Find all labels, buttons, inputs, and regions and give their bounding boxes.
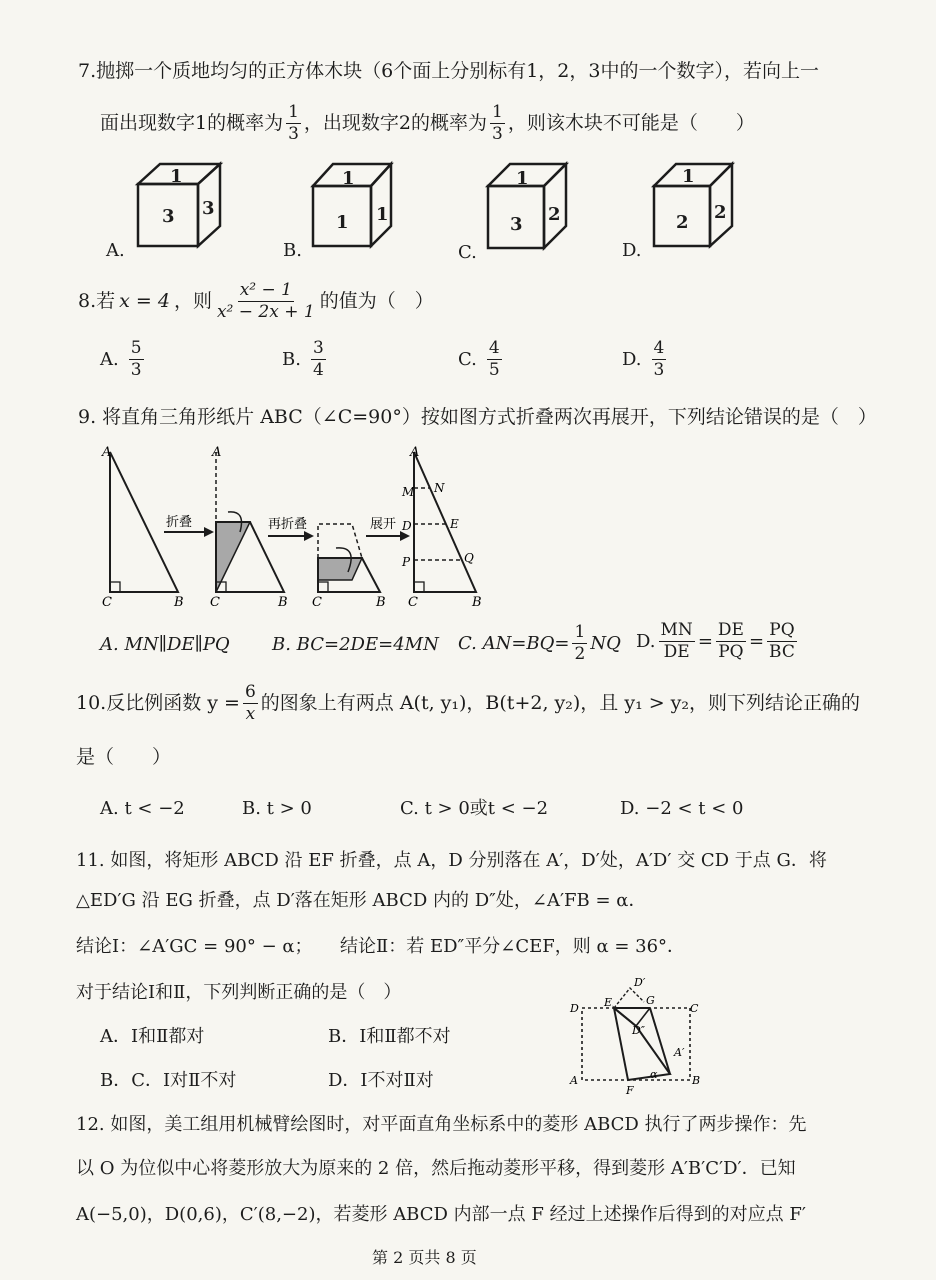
q10-fraction — [243, 684, 258, 723]
q8-option-d[interactable] — [622, 340, 669, 379]
option-label: A. — [100, 348, 119, 370]
q8-option-c[interactable] — [458, 340, 505, 379]
cube-a-front: 3 — [162, 206, 175, 227]
frac-den: 3 — [653, 360, 665, 380]
q8-option-d-fraction — [652, 340, 667, 379]
q11-conclusion-1: 结论Ⅰ：∠A′GC = 90° − α； — [76, 936, 313, 957]
frac-den: 3 — [288, 124, 299, 144]
option-text: C. AN=BQ= — [458, 632, 570, 654]
q8-option-a[interactable] — [100, 340, 147, 379]
q10-pre: 10.反比例函数 y = — [76, 692, 240, 714]
q11-option-d[interactable]: D．Ⅰ不对Ⅱ对 — [328, 1070, 434, 1091]
frac-num: 4 — [653, 338, 665, 358]
option-label: C. — [458, 348, 477, 370]
q11-stem-line1: 11. 如图，将矩形 ABCD 沿 EF 折叠，点 A，D 分别落在 A′，D′处，A′D′ 交 CD 于点 G．将 — [76, 850, 827, 871]
frac-den: x — [245, 704, 256, 724]
cube-b-front: 1 — [336, 212, 349, 233]
frac-num: MN — [660, 620, 693, 640]
frac-den: 4 — [312, 360, 324, 380]
fig1-label-b: B — [174, 595, 184, 610]
cube-d-front: 2 — [676, 212, 689, 233]
fig11-label-g: G — [646, 994, 655, 1007]
cube-c-figure — [482, 160, 582, 260]
q9-folding-figure — [96, 440, 516, 610]
frac-den: 2 — [574, 644, 586, 664]
frac-num: 1 — [288, 102, 299, 122]
q12-stem-line3: A(−5,0)，D(0,6)，C′(8,−2)，若菱形 ABCD 内部一点 F 经过上述操作后得到的对应点 F′ — [76, 1204, 806, 1225]
cube-c-side: 2 — [548, 204, 561, 225]
fig11-label-d: D — [570, 1002, 579, 1015]
cube-d-side: 2 — [714, 202, 727, 223]
option-text: NQ — [590, 632, 621, 654]
cube-c-top: 1 — [516, 168, 529, 189]
q9-option-a[interactable]: A. MN∥DE∥PQ — [100, 634, 230, 655]
equals-sign: = — [697, 630, 713, 652]
q10-option-d[interactable]: D. −2 < t < 0 — [620, 798, 744, 819]
q9-option-d-fraction-2 — [716, 622, 746, 661]
q10-option-c[interactable]: C. t > 0或t < −2 — [400, 798, 549, 819]
q7-text-c: ，则该木块不可能是（ ） — [507, 112, 755, 134]
frac-num: x² − 1 — [239, 280, 292, 300]
fig11-label-alpha: α — [650, 1068, 658, 1081]
fold1-caption: 折叠 — [166, 515, 193, 530]
frac-den: 5 — [488, 360, 500, 380]
q8-option-c-fraction — [487, 340, 502, 379]
q7-option-a-label: A. — [106, 240, 125, 261]
q9-option-c[interactable] — [458, 624, 621, 663]
cube-b-top: 1 — [342, 168, 355, 189]
frac-num: 3 — [312, 338, 324, 358]
fig11-label-a: A — [570, 1074, 578, 1087]
q7-option-b-label: B. — [283, 240, 302, 261]
cube-c-front: 3 — [510, 214, 523, 235]
fold2-caption: 再折叠 — [268, 517, 308, 532]
option-label: B. — [282, 348, 301, 370]
fig4-label-m: M — [402, 485, 415, 499]
frac-num: DE — [717, 620, 744, 640]
option-label: D. — [636, 630, 656, 652]
frac-den: BC — [769, 642, 795, 662]
q8-mid: ，则 — [173, 290, 212, 312]
fig2-label-a: A — [212, 445, 222, 460]
q9-option-d[interactable] — [636, 622, 800, 661]
q11-option-b[interactable]: B．Ⅰ和Ⅱ都不对 — [328, 1026, 451, 1047]
fig4-label-n: N — [434, 481, 445, 495]
q7-option-d-label: D. — [622, 240, 642, 261]
q10-option-b[interactable]: B. t > 0 — [242, 798, 312, 819]
q11-option-c[interactable]: B．C．Ⅰ对Ⅱ不对 — [100, 1070, 237, 1091]
q8-suffix: 的值为（ ） — [319, 290, 434, 312]
frac-num: 1 — [574, 622, 586, 642]
q12-stem-line1: 12. 如图，美工组用机械臂绘图时，对平面直角坐标系中的菱形 ABCD 执行了两步操作：先 — [76, 1114, 807, 1135]
frac-num: 1 — [492, 102, 503, 122]
q7-text-a: 面出现数字1的概率为 — [100, 112, 284, 134]
fig4-label-a: A — [410, 445, 420, 460]
frac-den: 3 — [492, 124, 503, 144]
cube-d-figure — [648, 160, 748, 260]
q8-option-b-fraction — [311, 340, 326, 379]
frac-den: 3 — [130, 360, 142, 380]
frac-num: 6 — [244, 682, 256, 702]
fig4-label-b: B — [472, 595, 482, 610]
fig2-label-b: B — [278, 595, 288, 610]
frac-num: 5 — [130, 338, 142, 358]
q7-fraction-2 — [490, 104, 505, 143]
cube-a-top: 1 — [170, 166, 183, 187]
fig11-label-c: C — [690, 1002, 699, 1015]
q10-post: 的图象上有两点 A(t, y₁)，B(t+2, y₂)，且 y₁ > y₂，则下列结论正确的 — [260, 692, 861, 714]
cube-a-side: 3 — [202, 198, 215, 219]
frac-num: 4 — [488, 338, 500, 358]
q7-stem-line1: 7.抛掷一个质地均匀的正方体木块（6个面上分别标有1，2，3中的一个数字），若向上一 — [78, 60, 819, 82]
cube-b-figure — [305, 160, 405, 260]
fig3-label-b: B — [376, 595, 386, 610]
q11-stem-line2: △ED′G 沿 EG 折叠，点 D′落在矩形 ABCD 内的 D″处，∠A′FB = α． — [76, 890, 647, 911]
fig4-label-d: D — [402, 519, 412, 533]
fig11-label-d2: D″ — [632, 1024, 645, 1037]
q10-stem-line1 — [76, 684, 860, 723]
q9-option-d-fraction-1 — [659, 622, 695, 661]
q9-option-d-fraction-3 — [767, 622, 797, 661]
q10-option-a[interactable]: A. t < −2 — [100, 798, 185, 819]
q11-conclusion-2: 结论Ⅱ：若 ED″平分∠CEF，则 α = 36°． — [340, 936, 686, 957]
cube-b-side: 1 — [376, 204, 389, 225]
q8-expression — [215, 282, 317, 321]
q8-option-b[interactable] — [282, 340, 329, 379]
frac-den: DE — [663, 642, 690, 662]
q7-text-b: ，出现数字2的概率为 — [303, 112, 488, 134]
fig4-label-c: C — [408, 595, 418, 610]
fig2-label-c: C — [210, 595, 220, 610]
unfold-caption: 展开 — [370, 517, 397, 532]
frac-den: PQ — [718, 642, 744, 662]
cube-d-top: 1 — [682, 166, 695, 187]
fig11-label-d1: D′ — [634, 976, 646, 989]
fig4-label-q: Q — [464, 551, 474, 565]
fig4-label-p: P — [402, 555, 411, 569]
q8-prefix: 8.若 — [78, 290, 116, 312]
q11-question: 对于结论Ⅰ和Ⅱ，下列判断正确的是（ ） — [76, 982, 402, 1003]
fig1-label-a: A — [102, 445, 112, 460]
q10-stem-line2: 是（ ） — [76, 746, 172, 768]
q9-stem: 9. 将直角三角形纸片 ABC（∠C=90°）按如图方式折叠两次再展开，下列结论错误的是（ ） — [78, 406, 877, 428]
q11-option-a[interactable]: A．Ⅰ和Ⅱ都对 — [100, 1026, 205, 1047]
q12-stem-line2: 以 O 为位似中心将菱形放大为原来的 2 倍，然后拖动菱形平移，得到菱形 A′B′C′D′．已知 — [76, 1158, 796, 1179]
q7-option-c-label: C. — [458, 242, 477, 263]
q9-option-b[interactable]: B. BC=2DE=4MN — [272, 634, 439, 655]
q7-stem-line2 — [100, 104, 755, 143]
frac-den: x² − 2x + 1 — [216, 302, 315, 322]
q11-rectangle-figure — [566, 972, 716, 1096]
option-label: D. — [622, 348, 642, 370]
fig11-label-b: B — [692, 1074, 701, 1087]
fig11-label-a1: A′ — [674, 1046, 685, 1059]
q7-fraction-1 — [286, 104, 301, 143]
q8-option-a-fraction — [129, 340, 144, 379]
frac-num: PQ — [769, 620, 795, 640]
fig11-label-e: E — [604, 996, 613, 1009]
fig11-label-f: F — [626, 1084, 634, 1096]
q8-condition: x = 4 — [119, 290, 170, 312]
q9-option-c-fraction — [572, 624, 587, 663]
fig3-label-c: C — [312, 595, 322, 610]
fig1-label-c: C — [102, 595, 112, 610]
page-number: 第 2 页共 8 页 — [372, 1248, 477, 1267]
equals-sign: = — [748, 630, 765, 652]
q8-stem — [78, 282, 434, 321]
fig4-label-e: E — [450, 517, 459, 531]
